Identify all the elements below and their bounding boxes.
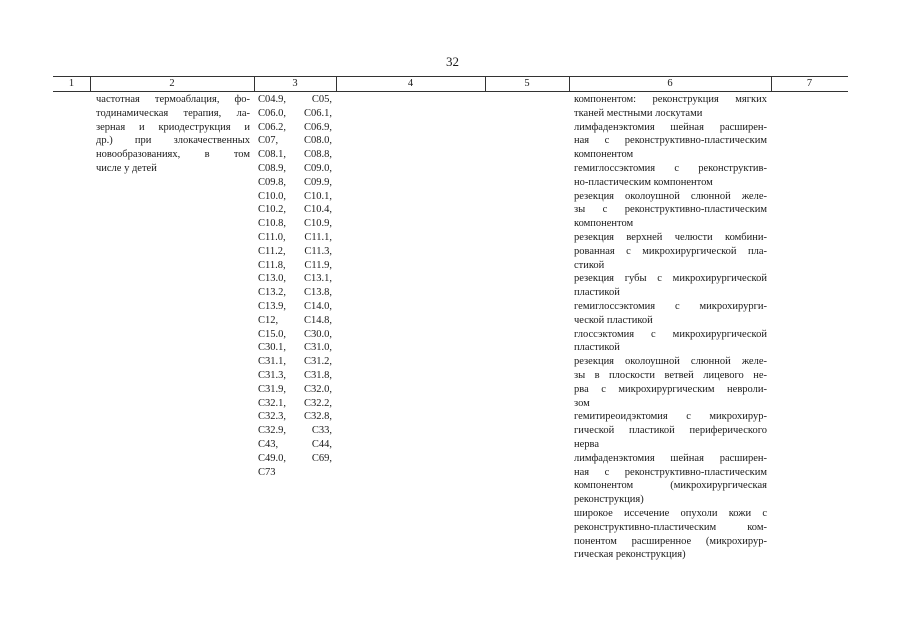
diagnosis-code: C10.8, — [258, 218, 287, 230]
code-row — [258, 341, 332, 355]
text-line: др.) при злокачественных — [96, 135, 250, 147]
text-line: компонентом (микрохирургическая — [574, 480, 767, 492]
text-line: компонентом — [574, 218, 634, 230]
diagnosis-code: C11.9, — [304, 259, 332, 271]
diagnosis-code: C31.3, — [258, 369, 287, 381]
text-line: гемитиреоидэктомия с микрохирур- — [574, 411, 767, 423]
diagnosis-code: C32.1, — [258, 397, 287, 409]
code-row — [258, 121, 332, 135]
text-line: тканей местными лоскутами — [574, 107, 703, 119]
diagnosis-code: C10.9, — [303, 218, 332, 230]
code-row — [258, 328, 332, 342]
text-line: гемиглоссэктомия с микрохирурги- — [574, 300, 767, 312]
text-line: частотная термоаблация, фо- — [96, 94, 250, 105]
code-row — [258, 176, 332, 190]
code-row — [258, 410, 332, 424]
diagnosis-code: C09.0, — [303, 162, 332, 174]
code-row — [258, 438, 332, 452]
diagnosis-code: C06.9, — [303, 121, 332, 133]
text-line: ная с реконструктивно-пластическим — [574, 466, 767, 478]
diagnosis-code: C31.8, — [303, 369, 332, 381]
diagnosis-code: C10.4, — [303, 204, 332, 216]
diagnosis-code: C14.0, — [303, 300, 332, 312]
code-row — [258, 272, 332, 286]
diagnosis-code: C11.2, — [258, 245, 286, 257]
column-2-text — [96, 93, 250, 176]
code-row — [258, 245, 332, 259]
code-row — [258, 466, 332, 480]
diagnosis-code: C14.8, — [303, 314, 332, 326]
diagnosis-code: C09.9, — [303, 176, 332, 188]
text-line: новообразованиях, в том — [96, 149, 250, 161]
diagnosis-code: C13.8, — [303, 287, 332, 299]
code-row — [258, 355, 332, 369]
diagnosis-code: C12, — [258, 314, 279, 326]
text-line: но-пластическим компонентом — [574, 176, 713, 188]
code-row — [258, 203, 332, 217]
header-cell-2: 2 — [169, 78, 175, 89]
diagnosis-code: C10.1, — [303, 190, 332, 202]
diagnosis-code: C11.8, — [258, 259, 286, 271]
text-line: компонентом: реконструкция мягких — [574, 94, 767, 105]
code-row — [258, 148, 332, 162]
diagnosis-code: C69, — [311, 452, 332, 464]
text-line: гическая реконструкция) — [574, 549, 686, 561]
code-row — [258, 134, 332, 148]
text-line: понентом расширенное (микрохирур- — [574, 535, 767, 547]
diagnosis-code: C32.3, — [258, 411, 287, 423]
text-line: гемиглоссэктомия с реконструктив- — [574, 162, 767, 174]
text-line: ная с реконструктивно-пластическим — [574, 135, 767, 147]
text-line: зом — [574, 397, 590, 409]
diagnosis-code: C08.9, — [258, 162, 287, 174]
text-line: ческой пластикой — [574, 314, 653, 326]
text-line: реконструкция) — [574, 494, 644, 506]
diagnosis-code: C32.0, — [303, 383, 332, 395]
text-line: зерная и криодеструкция и — [96, 121, 250, 133]
text-line: стикой — [574, 259, 605, 271]
code-row — [258, 369, 332, 383]
diagnosis-code: C10.2, — [258, 204, 287, 216]
text-line: резекция околоушной слюнной желе- — [574, 356, 767, 368]
code-row — [258, 107, 332, 121]
header-cell-4: 4 — [407, 78, 414, 89]
column-3-codes — [258, 93, 332, 479]
diagnosis-code: C33, — [311, 425, 332, 437]
header-cell-7: 7 — [806, 78, 813, 89]
code-row — [258, 162, 332, 176]
diagnosis-code: C13.2, — [258, 287, 287, 299]
diagnosis-code: C13.9, — [258, 300, 287, 312]
diagnosis-code: C30.0, — [303, 328, 332, 340]
diagnosis-code: C32.9, — [258, 425, 287, 437]
diagnosis-code: C06.2, — [258, 121, 287, 133]
code-row — [258, 231, 332, 245]
diagnosis-code: C32.8, — [303, 411, 332, 423]
text-line: гической пластикой периферического — [574, 425, 767, 437]
text-line: глоссэктомия с микрохирургической — [574, 328, 767, 340]
diagnosis-code: C31.9, — [258, 383, 287, 395]
diagnosis-code: C08.8, — [303, 149, 332, 161]
diagnosis-code: C07, — [258, 135, 279, 147]
code-row — [258, 314, 332, 328]
diagnosis-code: C31.2, — [303, 356, 332, 368]
text-line: лимфаденэктомия шейная расширен- — [574, 452, 767, 464]
text-line: зы в плоскости ветвей лицевого не- — [574, 369, 767, 381]
code-row — [258, 217, 332, 231]
text-line: резекция околоушной слюнной желе- — [574, 190, 767, 202]
diagnosis-code: C06.1, — [303, 107, 332, 119]
text-line: рованная с микрохирургической пла- — [574, 245, 767, 257]
diagnosis-code: C31.1, — [258, 356, 287, 368]
header-cell-5: 5 — [524, 78, 530, 89]
text-line: числе у детей — [96, 162, 157, 174]
text-line: компонентом — [574, 149, 634, 161]
diagnosis-code: C11.1, — [304, 231, 332, 243]
code-row — [258, 383, 332, 397]
page-number: 32 — [446, 54, 459, 69]
diagnosis-code: C13.0, — [258, 273, 287, 285]
text-line: зы с реконструктивно-пластическим — [574, 204, 767, 216]
text-line: пластикой — [574, 342, 620, 354]
text-line: широкое иссечение опухоли кожи с — [574, 507, 767, 519]
text-line: резекция губы с микрохирургической — [574, 273, 767, 285]
diagnosis-code: C06.0, — [258, 107, 287, 119]
column-6-text — [574, 93, 767, 562]
code-row — [258, 259, 332, 273]
header-cell-3: 3 — [292, 78, 298, 89]
diagnosis-code: C43, — [258, 438, 279, 450]
text-line: рва с микрохирургическим невроли- — [574, 383, 767, 395]
header-cell-1: 1 — [68, 78, 75, 89]
diagnosis-code: C10.0, — [258, 190, 287, 202]
code-row — [258, 286, 332, 300]
code-row — [258, 190, 332, 204]
diagnosis-code: C05, — [311, 94, 332, 105]
diagnosis-code: C13.1, — [303, 273, 332, 285]
diagnosis-code: C44, — [311, 438, 332, 450]
diagnosis-code: C31.0, — [303, 342, 332, 354]
code-row — [258, 424, 332, 438]
text-line: тодинамическая терапия, ла- — [96, 107, 250, 119]
code-row — [258, 452, 332, 466]
text-line: нерва — [574, 438, 600, 450]
diagnosis-code: C09.8, — [258, 176, 287, 188]
text-line: лимфаденэктомия шейная расширен- — [574, 121, 767, 133]
diagnosis-code: C11.0, — [258, 231, 286, 243]
code-row — [258, 397, 332, 411]
header-cell-6: 6 — [667, 78, 673, 89]
diagnosis-code: C32.2, — [303, 397, 332, 409]
table-header-row — [53, 76, 848, 92]
diagnosis-code: C49.0, — [258, 452, 287, 464]
code-row — [258, 300, 332, 314]
diagnosis-code: C15.0, — [258, 328, 287, 340]
diagnosis-code: C04.9, — [258, 94, 287, 105]
diagnosis-code: C73 — [258, 466, 276, 478]
diagnosis-code: C11.3, — [304, 245, 332, 257]
diagnosis-code: C08.0, — [303, 135, 332, 147]
text-line: пластикой — [574, 287, 620, 299]
code-row — [258, 93, 332, 107]
diagnosis-code: C30.1, — [258, 342, 287, 354]
text-line: реконструктивно-пластическим ком- — [574, 521, 767, 533]
text-line: резекция верхней челюсти комбини- — [574, 231, 767, 243]
diagnosis-code: C08.1, — [258, 149, 287, 161]
